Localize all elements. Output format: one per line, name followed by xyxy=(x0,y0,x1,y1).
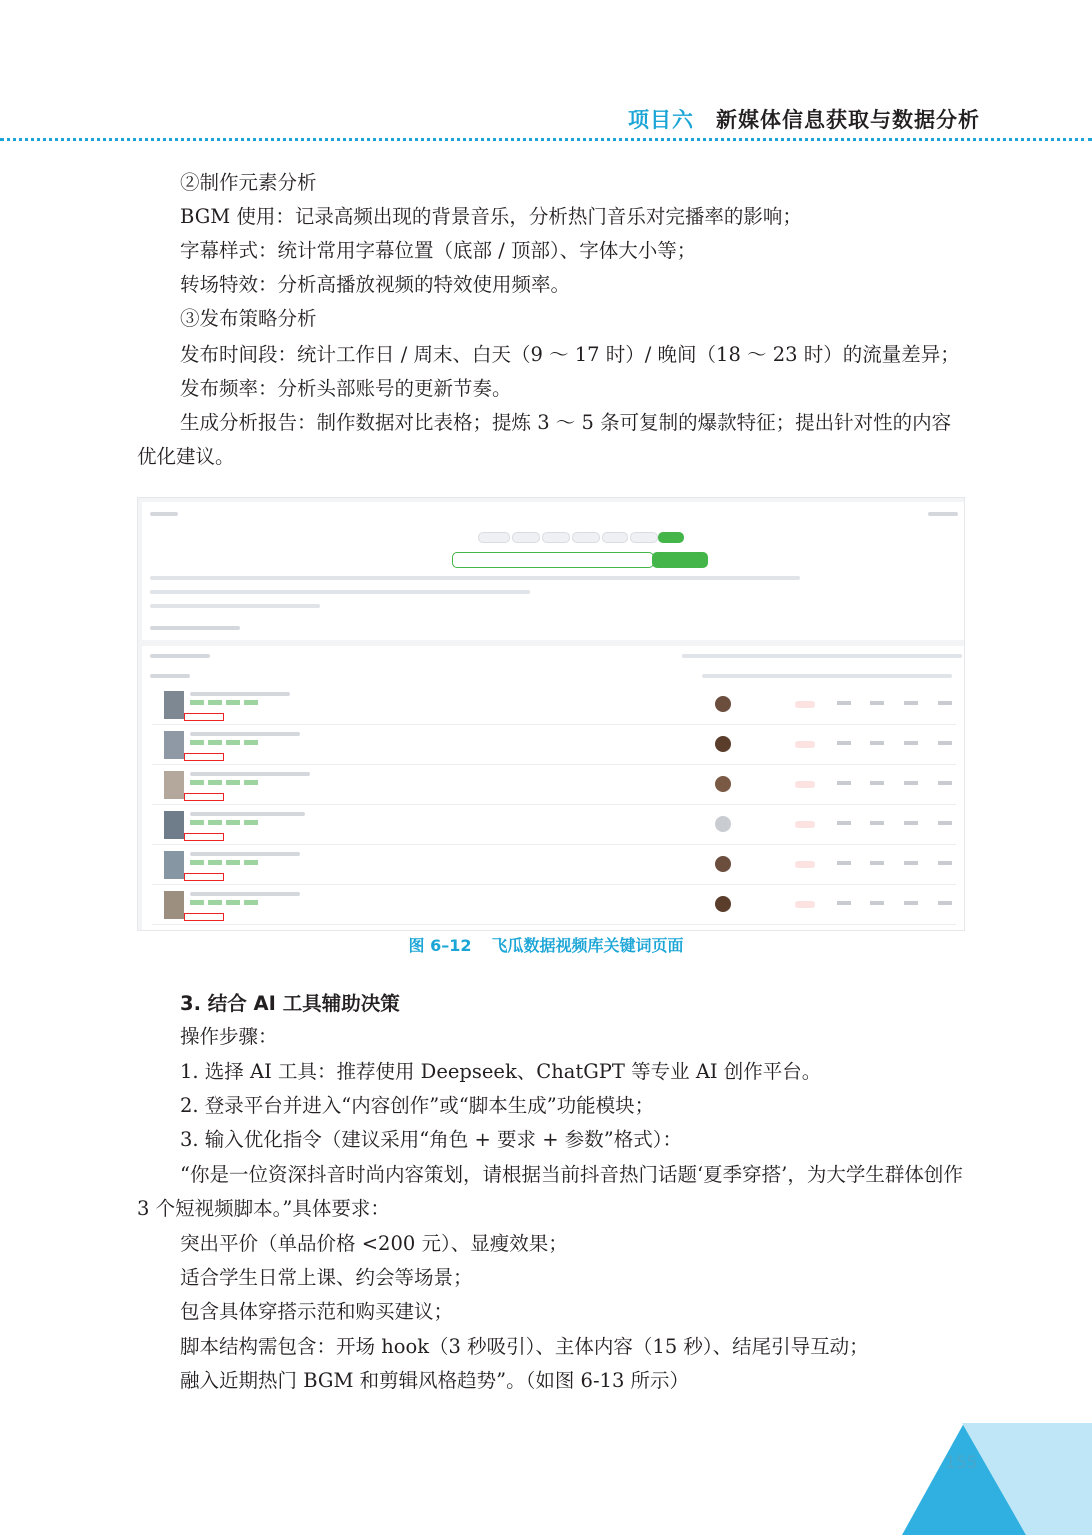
body-line: 适合学生日常上课、约会等场景； xyxy=(180,1266,473,1289)
header-title: 新媒体信息获取与数据分析 xyxy=(716,108,980,132)
body-paragraph: “你是一位资深抖音时尚内容策划，请根据当前抖音热门话题‘夏季穿搭’，为大学生群体创作 3 个短视频脚本。”具体要求： xyxy=(137,1163,963,1220)
body-line: 字幕样式：统计常用字幕位置（底部 / 顶部）、字体大小等； xyxy=(180,239,697,262)
body-line: 包含具体穿搭示范和购买建议； xyxy=(180,1300,454,1323)
header-project: 项目六 xyxy=(628,108,694,132)
figure-screenshot xyxy=(137,497,965,931)
body-line: ②制作元素分析 xyxy=(180,171,317,194)
header-divider xyxy=(0,138,1092,141)
page-corner-decoration xyxy=(902,1423,1092,1535)
search-panel xyxy=(142,502,964,640)
figure-caption xyxy=(0,933,1092,956)
running-header xyxy=(628,104,980,134)
body-line: 脚本结构需包含：开场 hook（3 秒吸引）、主体内容（15 秒）、结尾引导互动； xyxy=(180,1335,869,1358)
body-line: 操作步骤： xyxy=(180,1025,278,1048)
figure-caption-text: 飞瓜数据视频库关键词页面 xyxy=(491,936,684,955)
body-line: 转场特效：分析高播放视频的特效使用频率。 xyxy=(180,273,571,296)
body-paragraph: 生成分析报告：制作数据对比表格；提炼 3 ～ 5 条可复制的爆款特征；提出针对性的内容优化建议。 xyxy=(137,411,952,468)
body-line: 1. 选择 AI 工具：推荐使用 Deepseek、ChatGPT 等专业 AI 创作平台。 xyxy=(180,1060,822,1083)
body-line: 发布时间段：统计工作日 / 周末、白天（9 ～ 17 时）/ 晚间（18 ～ 23 时）的流量差异； xyxy=(180,343,960,366)
figure-number: 图 6–12 xyxy=(408,936,472,955)
body-line: 突出平价（单品价格 <200 元）、显瘦效果； xyxy=(180,1232,568,1255)
section-heading: 3. 结合 AI 工具辅助决策 xyxy=(180,992,400,1015)
body-line: BGM 使用：记录高频出现的背景音乐，分析热门音乐对完播率的影响； xyxy=(180,205,802,228)
video-list-panel xyxy=(142,646,964,930)
body-line: 3. 输入优化指令（建议采用“角色 + 要求 + 参数”格式）： xyxy=(180,1128,682,1151)
body-line: 发布频率：分析头部账号的更新节奏。 xyxy=(180,377,512,400)
body-line: 融入近期热门 BGM 和剪辑风格趋势”。（如图 6-13 所示） xyxy=(180,1369,690,1392)
page-number: 155 xyxy=(945,1453,978,1473)
body-line: ③发布策略分析 xyxy=(180,307,317,330)
body-line: 2. 登录平台并进入“内容创作”或“脚本生成”功能模块； xyxy=(180,1094,655,1117)
